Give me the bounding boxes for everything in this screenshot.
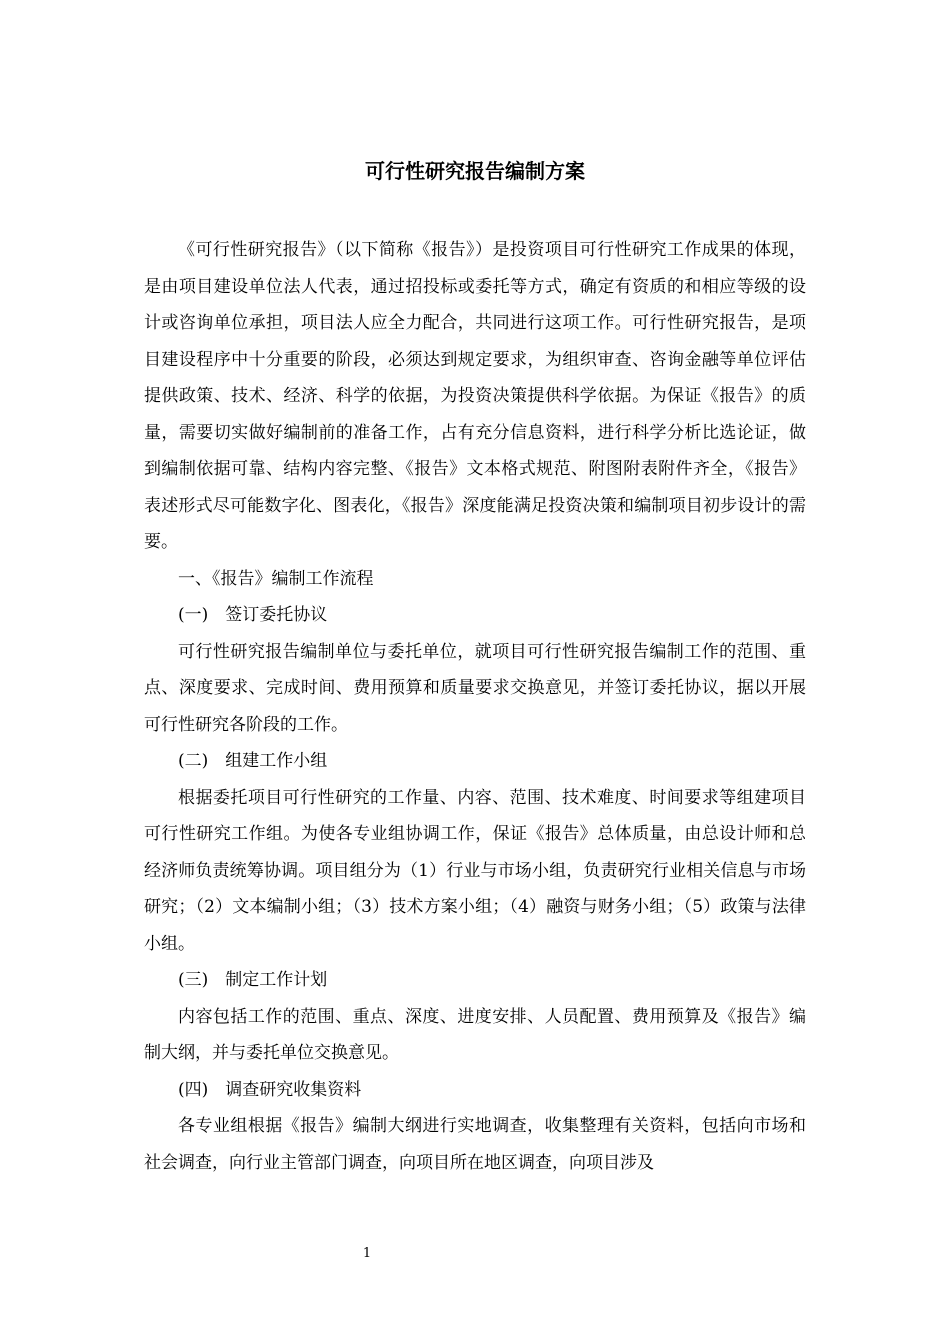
- subsection-paragraph-4: 各专业组根据《报告》编制大纲进行实地调查，收集整理有关资料，包括向市场和社会调查，向行业主管部门调查，向项目所在地区调查，向项目涉及: [144, 1116, 806, 1173]
- page-number: 1: [362, 1246, 372, 1261]
- subsection-heading-1: (一) 签订委托协议: [178, 605, 328, 625]
- document-title: 可行性研究报告编制方案: [365, 159, 585, 183]
- subsection-heading-3: (三) 制定工作计划: [178, 970, 328, 990]
- intro-paragraph: 《可行性研究报告》（以下简称《报告》）是投资项目可行性研究工作成果的体现，是由项目建设单位法人代表，通过招投标或委托等方式，确定有资质的和相应等级的设计或咨询单位承担，项目法人应全力配合，共同进行这项工作。可行性研究报告，是项目建设程序中十分重要的阶段，必须达到规定要求，为组织审查、咨询金融等单位评估提供政策、技术、经济、科学的依据，为投资决策提供科学依据。为保证《报告》的质量，需要切实做好编制前的准备工作，占有充分信息资料，进行科学分析比选论证，做到编制依据可靠、结构内容完整、《报告》文本格式规范、附图附表附件齐全，《报告》表述形式尽可能数字化、图表化，《报告》深度能满足投资决策和编制项目初步设计的需要。: [144, 240, 806, 552]
- subsection-paragraph-1: 可行性研究报告编制单位与委托单位，就项目可行性研究报告编制工作的范围、重点、深度要求、完成时间、费用预算和质量要求交换意见，并签订委托协议，据以开展可行性研究各阶段的工作。: [144, 641, 806, 735]
- document-body: [144, 232, 806, 1181]
- subsection-paragraph-3: 内容包括工作的范围、重点、深度、进度安排、人员配置、费用预算及《报告》编制大纲，并与委托单位交换意见。: [144, 1006, 806, 1063]
- subsection-paragraph-2: 根据委托项目可行性研究的工作量、内容、范围、技术难度、时间要求等组建项目可行性研究工作组。为使各专业组协调工作，保证《报告》总体质量，由总设计师和总经济师负责统筹协调。项目组分为（1）行业与市场小组，负责研究行业相关信息与市场研究；（2）文本编制小组；（3）技术方案小组；（4）融资与财务小组；（5）政策与法律小组。: [144, 787, 806, 954]
- section-heading-1: 一、《报告》编制工作流程: [178, 568, 374, 589]
- subsection-heading-2: (二) 组建工作小组: [178, 751, 328, 771]
- subsection-heading-4: (四) 调查研究收集资料: [178, 1079, 362, 1100]
